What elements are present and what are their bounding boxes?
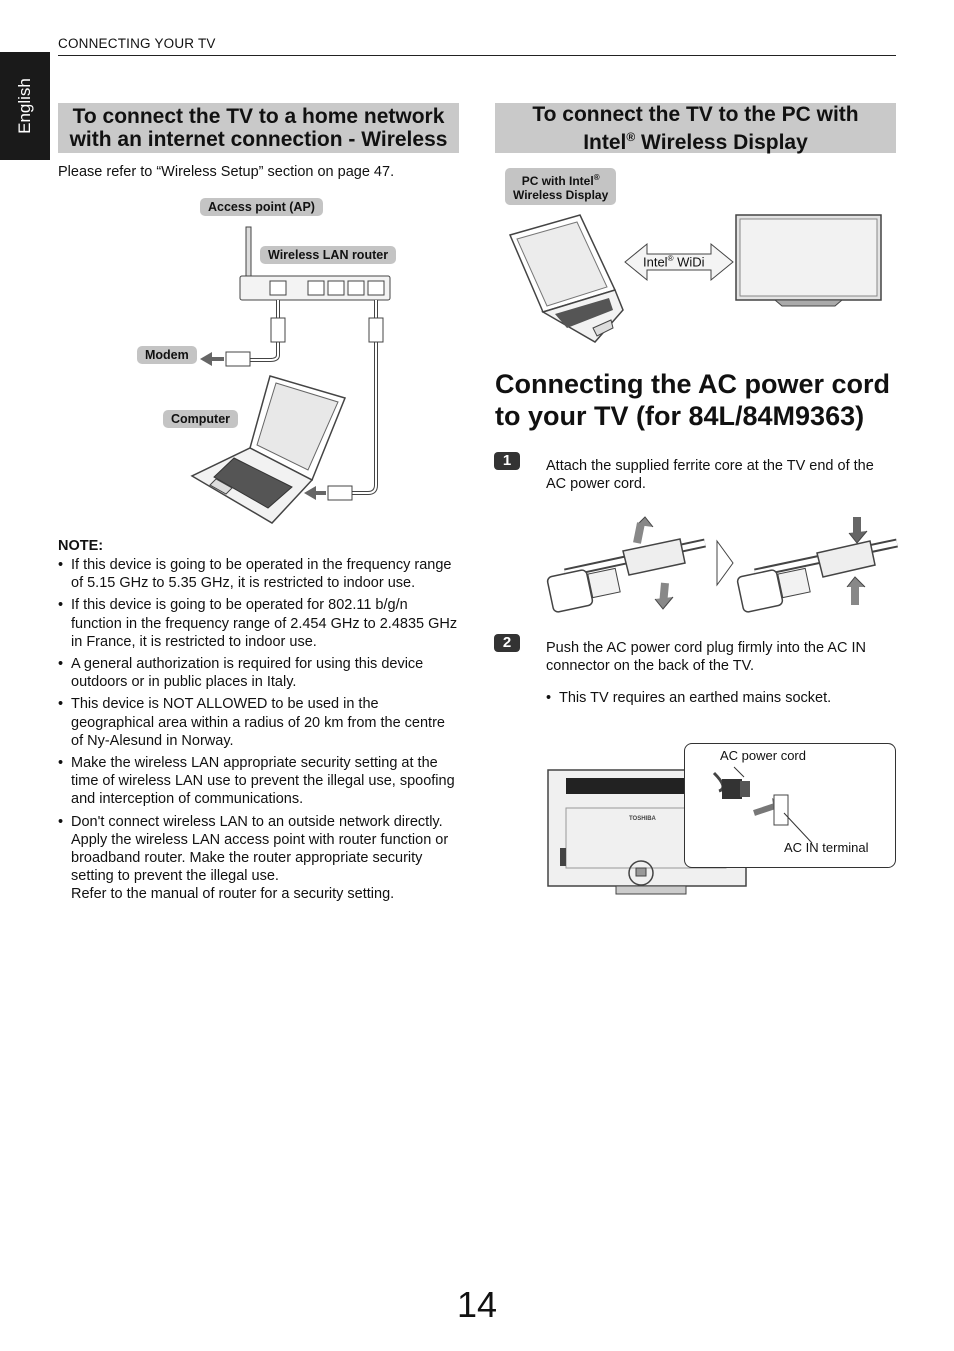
language-tab	[0, 52, 50, 160]
heading-line: Intel® Wireless Display	[583, 129, 808, 154]
title-line: to your TV (for 84L/84M9363)	[495, 401, 865, 431]
heading-line: To connect the TV to the PC with	[532, 102, 859, 126]
widi-label: Intel® WiDi	[643, 254, 705, 270]
plug-with-core-open	[547, 517, 705, 613]
plug-icon	[369, 318, 383, 342]
tv-logo: TOSHIBA	[629, 816, 656, 822]
laptop-icon	[192, 376, 345, 523]
heading-line: with an internet connection - Wireless	[69, 128, 448, 151]
note-item: • This device is NOT ALLOWED to be used in the geographical area within a radius of 20 km from the centre of Ny-Alesund in Norway.	[58, 695, 458, 750]
intro-text: Please refer to “Wireless Setup” section on page 47.	[58, 164, 395, 180]
note-title: NOTE:	[58, 538, 104, 554]
note-item: • Make the wireless LAN appropriate security setting at the time of wireless LAN use to prevent the illegal use, spoofing and interception of communications.	[58, 754, 458, 809]
note-item: • If this device is going to be operated in the frequency range of 5.15 GHz to 5.35 GHz, it is restricted to indoor use.	[58, 556, 458, 592]
plug-icon	[271, 318, 285, 342]
note-item: • A general authorization is required for using this device outdoors or in public places in Italy.	[58, 655, 458, 691]
plug-body	[722, 779, 742, 799]
title-line: Connecting the AC power cord	[495, 369, 891, 399]
access-point-label: Access point (AP)	[200, 198, 323, 216]
ferrite-core-diagram	[545, 513, 900, 618]
computer-label: Computer	[163, 410, 238, 428]
note-item: • If this device is going to be operated for 802.11 b/g/n function in the frequency range of 2.454 GHz to 2.4835 GHz in France, it is restricted to indoor use.	[58, 596, 458, 651]
modem-label: Modem	[137, 346, 197, 364]
step-2-bullets	[546, 689, 896, 711]
plug-icon	[328, 486, 352, 500]
ac-cord-label: AC power cord	[720, 748, 806, 763]
note-item: • Don't connect wireless LAN to an outside network directly. Apply the wireless LAN access point with router function or broadband router. Make the router appropriate security setting to prevent the illegal use. Refer to the manual of router for a security setting.	[58, 813, 458, 904]
antenna	[246, 227, 251, 282]
step-1-badge: 1	[494, 452, 520, 470]
running-head: CONNECTING YOUR TV	[58, 36, 216, 51]
plug-with-core-closed	[737, 517, 897, 613]
step-2-badge: 2	[494, 634, 520, 652]
plug-icon	[226, 352, 250, 366]
section-heading-widi	[495, 103, 896, 153]
laptop-icon	[510, 215, 623, 342]
pc-widi-label: PC with Intel® Wireless Display	[505, 168, 616, 205]
section-heading-wireless	[58, 103, 459, 153]
tv-icon	[736, 215, 881, 306]
ac-in-socket	[774, 795, 788, 825]
page-number: 14	[456, 1284, 498, 1325]
widi-diagram	[505, 210, 885, 350]
tv-stand	[616, 886, 686, 894]
language-label: English	[15, 78, 34, 134]
heading-line: To connect the TV to a home network	[72, 105, 445, 128]
header-rule	[58, 55, 896, 56]
step-1-text: Attach the supplied ferrite core at the TV end of the AC power cord.	[546, 458, 874, 492]
router-label: Wireless LAN router	[260, 246, 396, 264]
section-title	[495, 368, 890, 432]
notes-list	[58, 556, 458, 908]
next-step-arrow	[717, 541, 733, 585]
step-2-bullet: • This TV requires an earthed mains socket.	[546, 689, 896, 707]
step-2-text: Push the AC power cord plug firmly into the AC IN connector on the back of the TV.	[546, 640, 866, 674]
ac-in-label: AC IN terminal	[784, 840, 869, 855]
